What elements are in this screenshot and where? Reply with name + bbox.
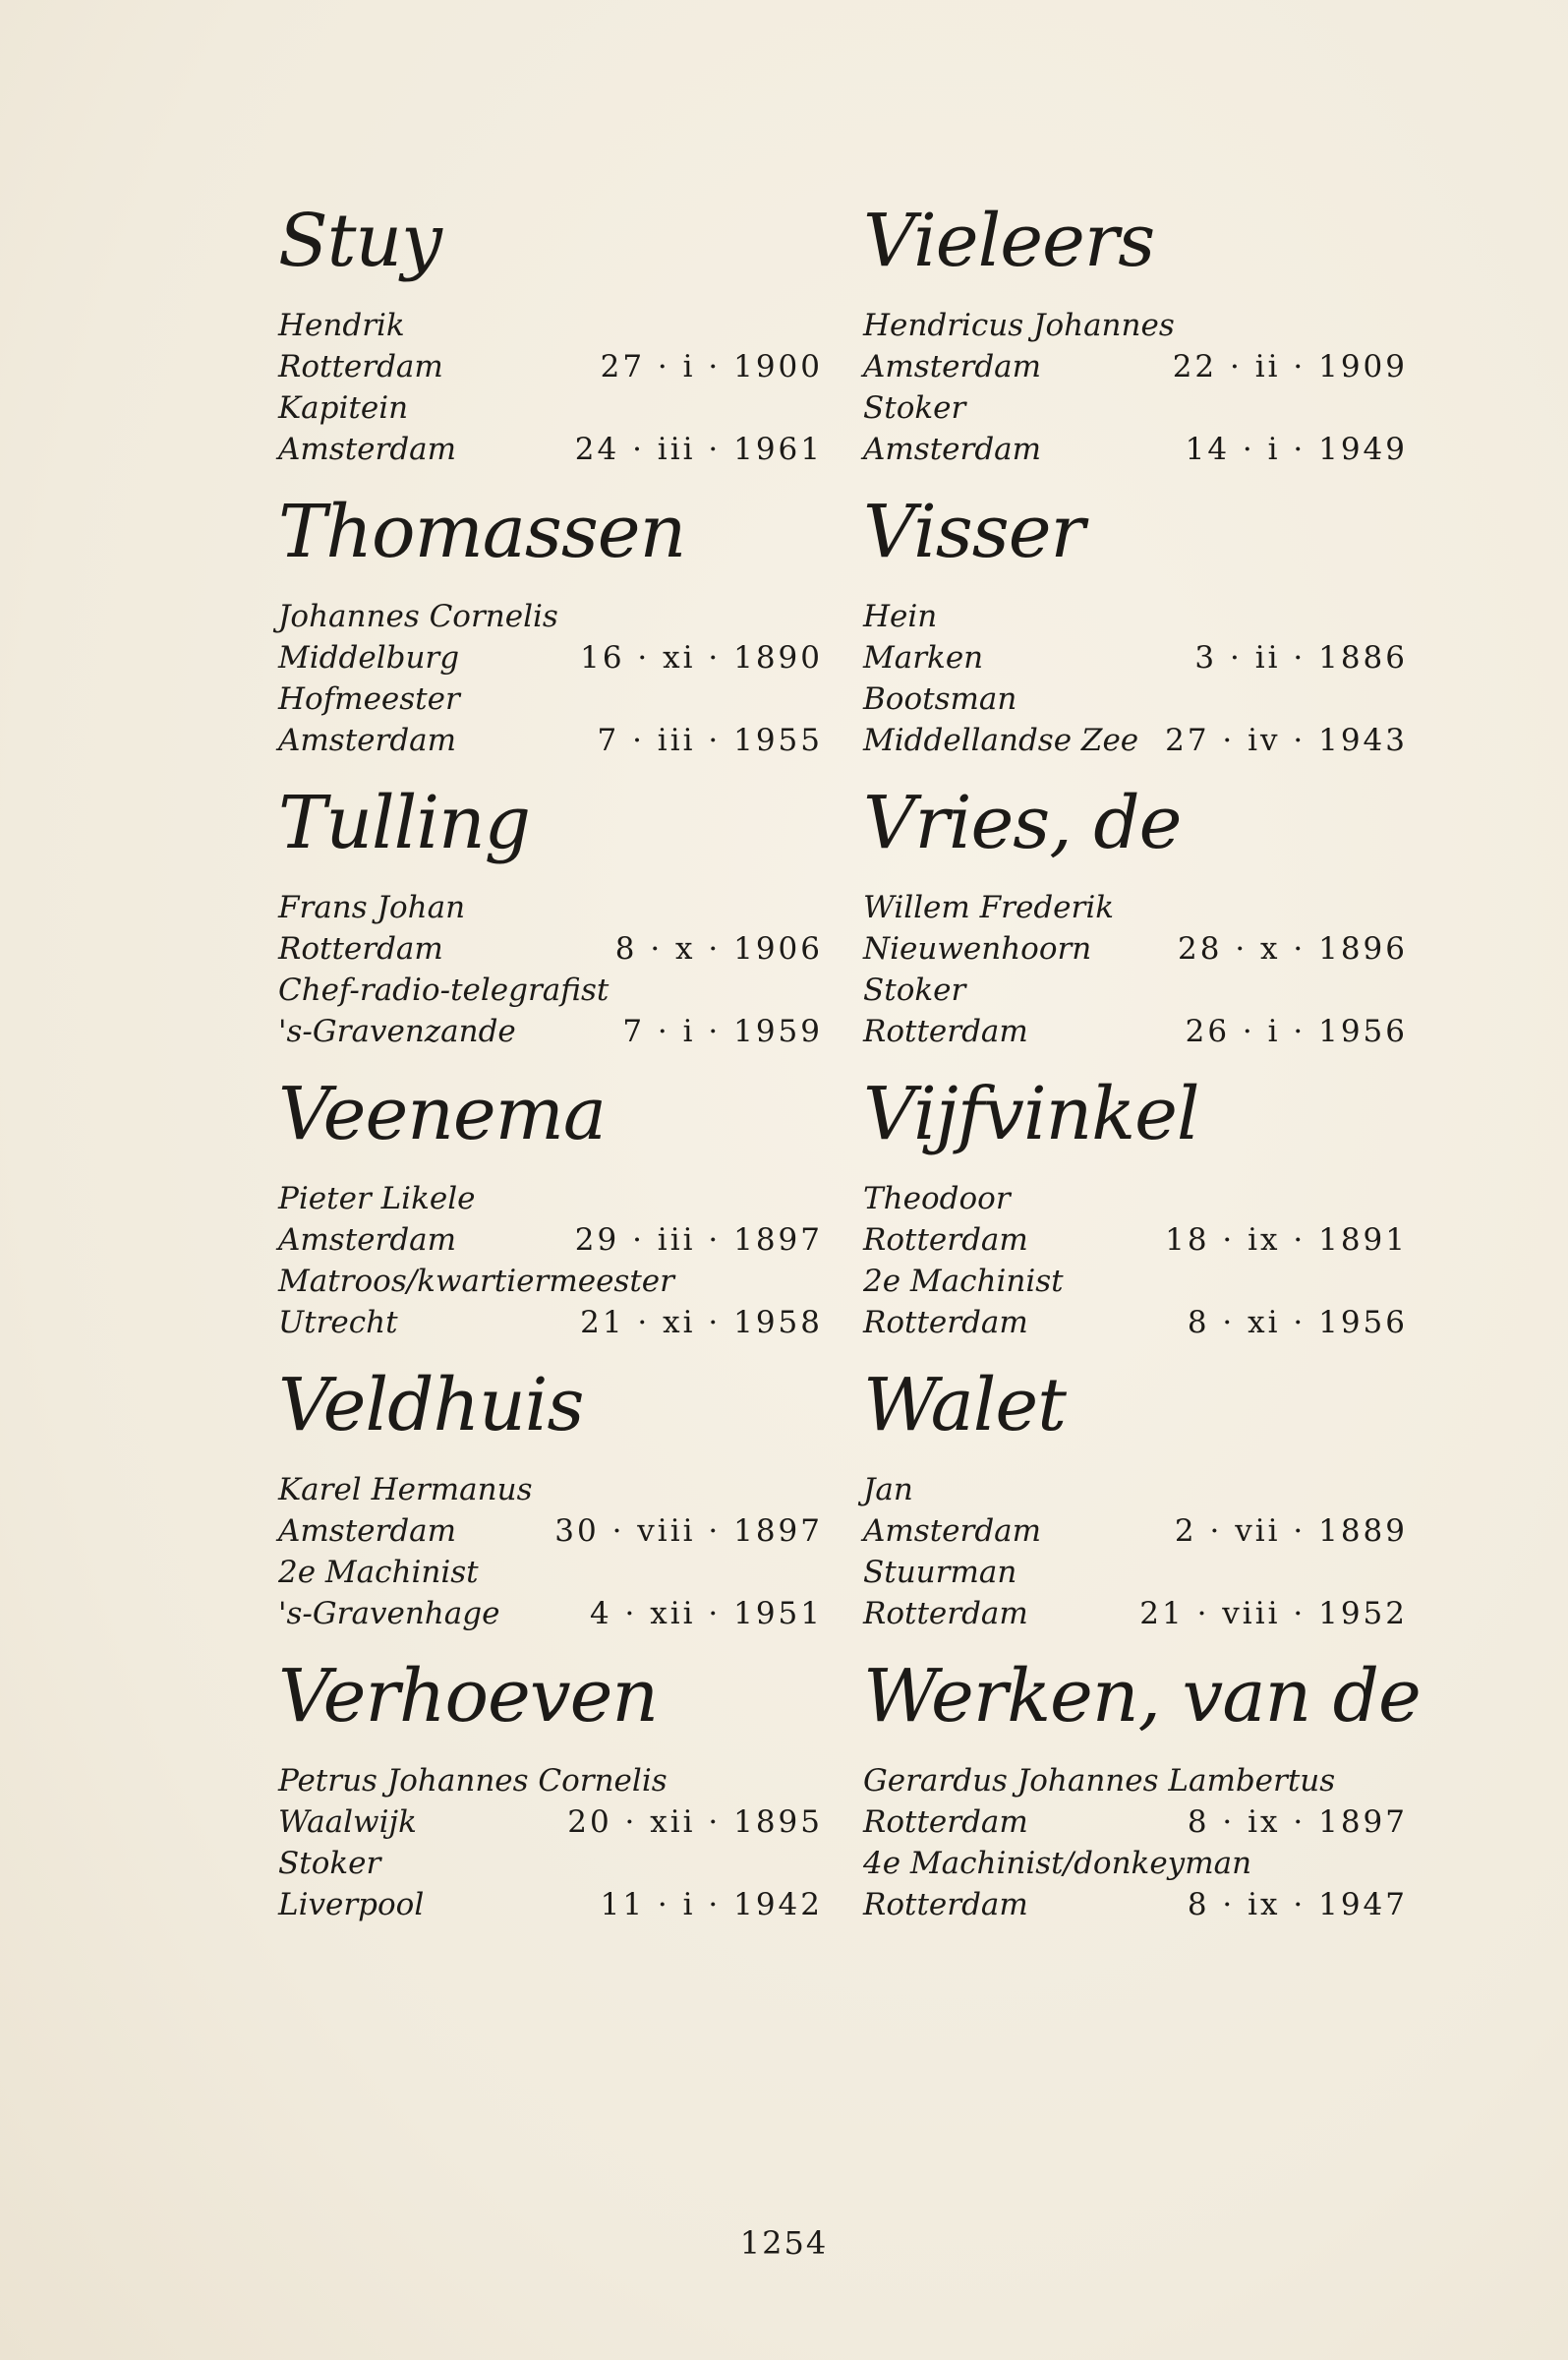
death-line	[863, 1884, 1414, 1925]
death-date: 27 · iv · 1943	[1165, 723, 1408, 758]
given-names: Gerardus Johannes Lambertus	[863, 1763, 1336, 1799]
birth-place: Rotterdam	[863, 1222, 1028, 1258]
entry	[863, 192, 1414, 483]
death-place: Liverpool	[278, 1887, 425, 1922]
birth-place: Marken	[863, 640, 984, 676]
surname: Stuy	[278, 199, 441, 283]
death-line	[278, 429, 829, 470]
birth-place: Amsterdam	[863, 349, 1042, 384]
entry	[278, 774, 829, 1065]
death-place: 's-Gravenhage	[278, 1596, 500, 1631]
birth-date: 3 · ii · 1886	[1194, 640, 1408, 676]
birth-place: Amsterdam	[278, 1222, 457, 1258]
death-place: 's-Gravenzande	[278, 1014, 516, 1049]
given-names-line	[278, 1178, 829, 1219]
death-date: 26 · i · 1956	[1185, 1014, 1408, 1049]
occupation-line	[278, 970, 829, 1011]
given-names-line	[278, 1760, 829, 1801]
death-place: Rotterdam	[863, 1014, 1028, 1049]
birth-place: Rotterdam	[863, 1804, 1028, 1840]
birth-line	[278, 928, 829, 970]
death-place: Amsterdam	[278, 723, 457, 758]
occupation-line	[278, 1843, 829, 1884]
entry	[863, 483, 1414, 774]
surname: Werken, van de	[863, 1654, 1421, 1739]
death-date: 7 · i · 1959	[622, 1014, 823, 1049]
birth-line	[863, 637, 1414, 678]
given-names: Karel Hermanus	[278, 1472, 533, 1507]
death-line	[863, 429, 1414, 470]
birth-line	[278, 346, 829, 387]
occupation: Kapitein	[278, 390, 409, 426]
birth-line	[863, 346, 1414, 387]
death-date: 8 · ix · 1947	[1187, 1887, 1408, 1922]
occupation-line	[278, 1261, 829, 1302]
death-line	[278, 1593, 829, 1634]
birth-date: 30 · viii · 1897	[554, 1513, 823, 1549]
death-date: 11 · i · 1942	[600, 1887, 823, 1922]
entry	[278, 483, 829, 774]
surname: Tulling	[278, 781, 531, 865]
occupation-line	[863, 970, 1414, 1011]
birth-place: Rotterdam	[278, 931, 443, 967]
surname: Visser	[863, 490, 1084, 574]
occupation: Stoker	[863, 973, 966, 1008]
birth-line	[278, 1219, 829, 1261]
death-place: Rotterdam	[863, 1596, 1028, 1631]
birth-line	[278, 637, 829, 678]
death-date: 24 · iii · 1961	[574, 432, 823, 467]
given-names: Hendrik	[278, 308, 405, 343]
given-names-line	[863, 1178, 1414, 1219]
death-date: 7 · iii · 1955	[597, 723, 823, 758]
birth-place: Amsterdam	[863, 1513, 1042, 1549]
occupation: 2e Machinist	[278, 1555, 479, 1590]
left-column	[278, 192, 829, 1938]
death-place: Rotterdam	[863, 1305, 1028, 1340]
death-date: 8 · xi · 1956	[1187, 1305, 1408, 1340]
death-line	[863, 1302, 1414, 1343]
birth-line	[863, 928, 1414, 970]
given-names: Theodoor	[863, 1181, 1011, 1216]
entry	[278, 1647, 829, 1938]
entry	[278, 1065, 829, 1356]
entry	[863, 1647, 1421, 1938]
given-names-line	[863, 1760, 1414, 1801]
surname: Veldhuis	[278, 1363, 584, 1447]
death-line	[278, 720, 829, 761]
birth-line	[278, 1801, 829, 1843]
occupation-line	[863, 1261, 1414, 1302]
surname: Verhoeven	[278, 1654, 659, 1739]
birth-date: 2 · vii · 1889	[1174, 1513, 1408, 1549]
occupation: 2e Machinist	[863, 1264, 1064, 1299]
birth-line	[278, 1510, 829, 1552]
occupation: Hofmeester	[278, 681, 460, 717]
birth-place: Amsterdam	[278, 1513, 457, 1549]
death-line	[278, 1884, 829, 1925]
given-names: Pieter Likele	[278, 1181, 476, 1216]
birth-date: 28 · x · 1896	[1178, 931, 1408, 967]
birth-date: 18 · ix · 1891	[1165, 1222, 1408, 1258]
birth-line	[863, 1510, 1414, 1552]
entry	[863, 1356, 1414, 1647]
right-column	[863, 192, 1421, 1938]
occupation-line	[278, 678, 829, 720]
occupation-line	[863, 387, 1414, 429]
surname: Vieleers	[863, 199, 1155, 283]
occupation: 4e Machinist/donkeyman	[863, 1846, 1252, 1881]
birth-date: 29 · iii · 1897	[574, 1222, 823, 1258]
surname: Thomassen	[278, 490, 686, 574]
death-line	[863, 1593, 1414, 1634]
death-place: Amsterdam	[863, 432, 1042, 467]
occupation: Stuurman	[863, 1555, 1017, 1590]
birth-place: Middelburg	[278, 640, 460, 676]
given-names-line	[863, 596, 1414, 637]
occupation: Stoker	[863, 390, 966, 426]
entry	[863, 1065, 1414, 1356]
birth-date: 22 · ii · 1909	[1172, 349, 1408, 384]
birth-line	[863, 1801, 1414, 1843]
given-names-line	[278, 887, 829, 928]
surname: Veenema	[278, 1072, 606, 1156]
death-date: 21 · xi · 1958	[580, 1305, 823, 1340]
given-names-line	[863, 305, 1414, 346]
birth-line	[863, 1219, 1414, 1261]
death-place: Rotterdam	[863, 1887, 1028, 1922]
occupation-line	[278, 387, 829, 429]
death-line	[863, 720, 1414, 761]
death-line	[278, 1011, 829, 1052]
given-names-line	[278, 305, 829, 346]
death-line	[863, 1011, 1414, 1052]
given-names: Hendricus Johannes	[863, 308, 1175, 343]
given-names-line	[863, 1469, 1414, 1510]
surname: Vijfvinkel	[863, 1072, 1199, 1156]
death-line	[278, 1302, 829, 1343]
birth-date: 27 · i · 1900	[600, 349, 823, 384]
occupation: Chef-radio-telegrafist	[278, 973, 610, 1008]
given-names: Johannes Cornelis	[278, 599, 558, 634]
birth-place: Nieuwenhoorn	[863, 931, 1092, 967]
surname: Vries, de	[863, 781, 1182, 865]
given-names: Hein	[863, 599, 938, 634]
death-date: 21 · viii · 1952	[1139, 1596, 1408, 1631]
given-names-line	[863, 887, 1414, 928]
birth-place: Waalwijk	[278, 1804, 417, 1840]
entry	[863, 774, 1414, 1065]
death-place: Amsterdam	[278, 432, 457, 467]
occupation: Matroos/kwartiermeester	[278, 1264, 674, 1299]
given-names: Jan	[863, 1472, 913, 1507]
given-names-line	[278, 1469, 829, 1510]
birth-date: 8 · x · 1906	[614, 931, 823, 967]
birth-date: 8 · ix · 1897	[1187, 1804, 1408, 1840]
occupation: Stoker	[278, 1846, 381, 1881]
surname: Walet	[863, 1363, 1066, 1447]
given-names: Petrus Johannes Cornelis	[278, 1763, 668, 1799]
death-place: Middellandse Zee	[863, 723, 1139, 758]
death-place: Utrecht	[278, 1305, 398, 1340]
occupation: Bootsman	[863, 681, 1017, 717]
occupation-line	[863, 1843, 1414, 1884]
occupation-line	[863, 1552, 1414, 1593]
given-names: Willem Frederik	[863, 890, 1115, 925]
page-number: 1254	[739, 2224, 829, 2262]
birth-date: 20 · xii · 1895	[567, 1804, 823, 1840]
birth-date: 16 · xi · 1890	[580, 640, 823, 676]
given-names-line	[278, 596, 829, 637]
occupation-line	[863, 678, 1414, 720]
occupation-line	[278, 1552, 829, 1593]
death-date: 4 · xii · 1951	[589, 1596, 823, 1631]
birth-place: Rotterdam	[278, 349, 443, 384]
given-names: Frans Johan	[278, 890, 466, 925]
entry	[278, 192, 829, 483]
entry	[278, 1356, 829, 1647]
death-date: 14 · i · 1949	[1185, 432, 1408, 467]
